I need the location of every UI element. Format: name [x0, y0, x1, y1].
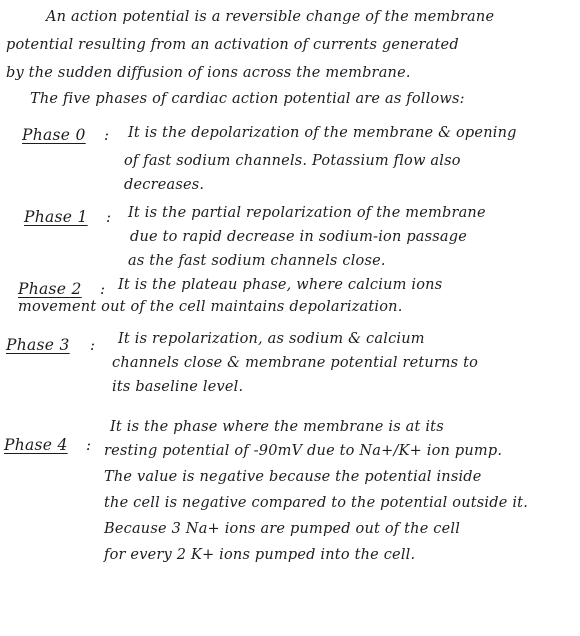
phase-3-line: channels close & membrane potential returns to	[112, 355, 479, 371]
phase-4-line: Because 3 Na+ ions are pumped out of the cell	[104, 521, 461, 537]
intro-line: by the sudden diffusion of ions across the membrane.	[6, 65, 411, 81]
phase-2-label: Phase 2	[18, 280, 82, 298]
phase-2-line: It is the plateau phase, where calcium ions	[118, 277, 443, 293]
phase-4-label: Phase 4	[4, 436, 68, 454]
phase-4-line: for every 2 K+ ions pumped into the cell.	[104, 547, 416, 563]
phase-2-line: movement out of the cell maintains depolarization.	[18, 299, 403, 315]
phase-0-line: It is the depolarization of the membrane & opening	[128, 125, 517, 141]
phase-4-colon: :	[86, 436, 92, 454]
phase-4-line: It is the phase where the membrane is at its	[110, 419, 444, 435]
intro-line: potential resulting from an activation of currents generated	[6, 37, 459, 53]
phase-1-line: due to rapid decrease in sodium-ion passage	[130, 229, 468, 245]
phase-3-line: It is repolarization, as sodium & calcium	[118, 331, 425, 347]
phase-0-label: Phase 0	[22, 126, 86, 144]
intro-line: An action potential is a reversible change of the membrane	[46, 9, 495, 25]
intro-line: The five phases of cardiac action potential are as follows:	[30, 91, 465, 107]
phase-4-line: resting potential of -90mV due to Na+/K+ ion pump.	[104, 443, 503, 459]
phase-4-line: the cell is negative compared to the potential outside it.	[104, 495, 529, 511]
phase-1-line: It is the partial repolarization of the membrane	[128, 205, 486, 221]
phase-3-colon: :	[90, 336, 96, 354]
phase-4-line: The value is negative because the potential inside	[104, 469, 482, 485]
phase-0-colon: :	[104, 126, 110, 144]
phase-1-colon: :	[106, 208, 112, 226]
phase-1-label: Phase 1	[24, 208, 88, 226]
phase-0-line: decreases.	[124, 177, 205, 193]
phase-2-colon: :	[100, 280, 106, 298]
phase-1-line: as the fast sodium channels close.	[128, 253, 386, 269]
phase-3-label: Phase 3	[6, 336, 70, 354]
phase-0-line: of fast sodium channels. Potassium flow also	[124, 153, 461, 169]
phase-3-line: its baseline level.	[112, 379, 244, 395]
